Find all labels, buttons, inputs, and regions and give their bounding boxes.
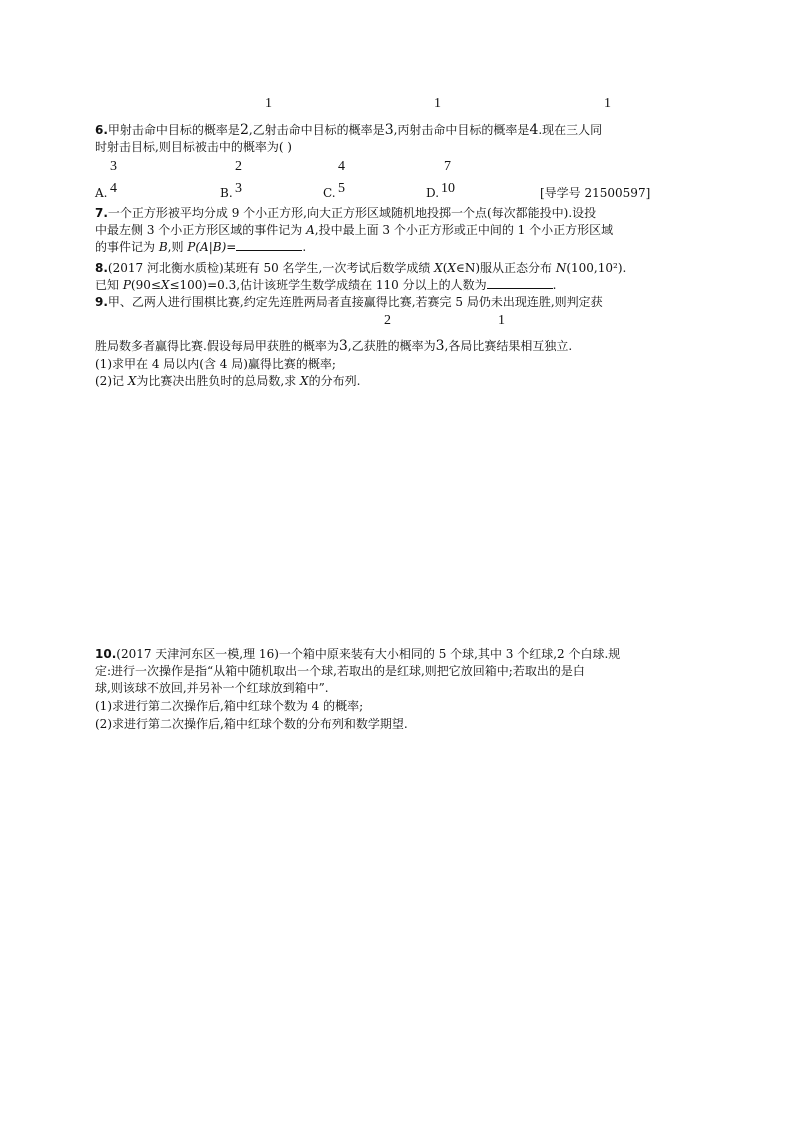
- q10-sub-2: (2)求进行第二次操作后,箱中红球个数的分布列和数学期望.: [95, 717, 408, 731]
- q9-sub-1: (1)求甲在 4 局以内(含 4 局)赢得比赛的概率;: [95, 357, 336, 371]
- answer-blank[interactable]: [487, 277, 553, 289]
- fraction-denominator: 3: [384, 122, 394, 138]
- q7-line-2: [95, 222, 613, 238]
- option-b-denominator: 3: [235, 181, 242, 196]
- q8-text: 已知: [95, 278, 123, 292]
- q10-line-3: 球,则该球不放回,并另补一个红球放到箱中”.: [95, 681, 329, 695]
- q7-line-3: [95, 239, 306, 255]
- variable-x: X: [127, 374, 137, 388]
- variable-x: X: [434, 261, 443, 275]
- q10-line-1: [95, 646, 620, 662]
- question-number: 6.: [95, 123, 108, 137]
- q7-text: ,则: [167, 240, 188, 254]
- q6-text: ,丙射击命中目标的概率是: [393, 123, 530, 137]
- q6-text: .现在三人同: [538, 123, 603, 137]
- fraction-denominator: 2: [239, 122, 249, 138]
- option-a-letter: A.: [95, 186, 108, 200]
- fraction-denominator: 4: [529, 122, 539, 138]
- q7-line-1: [95, 205, 596, 221]
- option-a-denominator: 4: [110, 181, 117, 196]
- fraction-numerator: 1: [498, 313, 505, 328]
- q7-text: .: [302, 240, 307, 254]
- variable-x: X: [447, 261, 456, 275]
- q8-text: (90≤: [130, 278, 161, 292]
- q10-sub-1: (1)求进行第二次操作后,箱中红球个数为 4 的概率;: [95, 699, 364, 713]
- fraction-numerator: 2: [384, 313, 391, 328]
- option-d-denominator: 10: [441, 181, 455, 196]
- q9-sub-2: [95, 373, 360, 389]
- variable-b: B: [158, 240, 168, 254]
- fraction-numerator: 1: [434, 96, 441, 111]
- q6-text: 甲射击命中目标的概率是: [107, 123, 240, 137]
- q8-line-2: [95, 277, 556, 293]
- fraction-denominator: 3: [435, 338, 445, 354]
- question-number: 8.: [95, 261, 108, 275]
- q8-text: (: [442, 261, 448, 275]
- option-c-denominator: 5: [338, 181, 345, 196]
- question-number: 10.: [95, 647, 117, 661]
- normal-distribution: N: [555, 261, 567, 275]
- q8-text: ≤100)=0.3,估计该班学生数学成绩在 110 分以上的人数为: [169, 278, 487, 292]
- q9-text: 甲、乙两人进行围棋比赛,约定先连胜两局者直接赢得比赛,若赛完 5 局仍未出现连胜,则判定获: [107, 295, 603, 309]
- q7-text: 的事件记为: [95, 240, 159, 254]
- q10-text: (2017 天津河东区一模,理 16)一个箱中原来装有大小相同的 5 个球,其中 3 个红球,2 个白球.规: [116, 647, 621, 661]
- q9-text: ,乙获胜的概率为: [347, 339, 436, 353]
- fraction-denominator: 3: [338, 338, 348, 354]
- fraction-numerator: 1: [265, 96, 272, 111]
- q6-text: ,乙射击命中目标的概率是: [248, 123, 385, 137]
- question-number: 7.: [95, 206, 108, 220]
- q9-text: 的分布列.: [308, 374, 361, 388]
- q7-text: 一个正方形被平均分成 9 个小正方形,向大正方形区域随机地投掷一个点(每次都能投中).设投: [107, 206, 597, 220]
- variable-x: X: [160, 278, 170, 292]
- fraction-numerator: 1: [604, 96, 611, 111]
- reference-number: [导学号 21500597]: [540, 186, 651, 200]
- q8-text: ∈N)服从正态分布: [455, 261, 556, 275]
- variable-x: X: [300, 374, 309, 388]
- q10-line-2: 定:进行一次操作是指“从箱中随机取出一个球,若取出的是红球,则把它放回箱中;若取出的是白: [95, 664, 585, 678]
- option-b-letter: B.: [220, 186, 233, 200]
- q9-text: 为比赛决出胜负时的总局数,求: [136, 374, 301, 388]
- option-a-numerator: 3: [110, 159, 117, 174]
- q8-text: .: [552, 278, 557, 292]
- q8-text: (100,10²).: [566, 261, 627, 275]
- option-c-letter: C.: [323, 186, 336, 200]
- q7-text: 中最左侧 3 个小正方形区域的事件记为: [95, 223, 307, 237]
- option-d-letter: D.: [426, 186, 440, 200]
- question-number: 9.: [95, 295, 108, 309]
- probability-expression: P(A|B): [187, 240, 227, 254]
- q8-text: (2017 河北衡水质检)某班有 50 名学生,一次考试后数学成绩: [107, 261, 435, 275]
- q9-line-1: [95, 294, 603, 310]
- q7-text: ,投中最上面 3 个小正方形或正中间的 1 个小正方形区域: [314, 223, 614, 237]
- variable-a: A: [306, 223, 315, 237]
- q9-text: (2)记: [95, 374, 128, 388]
- option-c-numerator: 4: [338, 159, 345, 174]
- q8-line-1: [95, 260, 626, 276]
- q9-text: 胜局数多者赢得比赛.假设每局甲获胜的概率为: [95, 339, 339, 353]
- q9-text: ,各局比赛结果相互独立.: [444, 339, 573, 353]
- q7-text: =: [226, 240, 237, 254]
- q6-line-2: 时射击目标,则目标被击中的概率为( ): [95, 140, 292, 154]
- q6-line-1: [95, 122, 602, 138]
- q9-line-2: [95, 338, 572, 354]
- option-b-numerator: 2: [235, 159, 242, 174]
- option-d-numerator: 7: [444, 159, 451, 174]
- probability-symbol: P: [122, 278, 131, 292]
- answer-blank[interactable]: [236, 239, 302, 251]
